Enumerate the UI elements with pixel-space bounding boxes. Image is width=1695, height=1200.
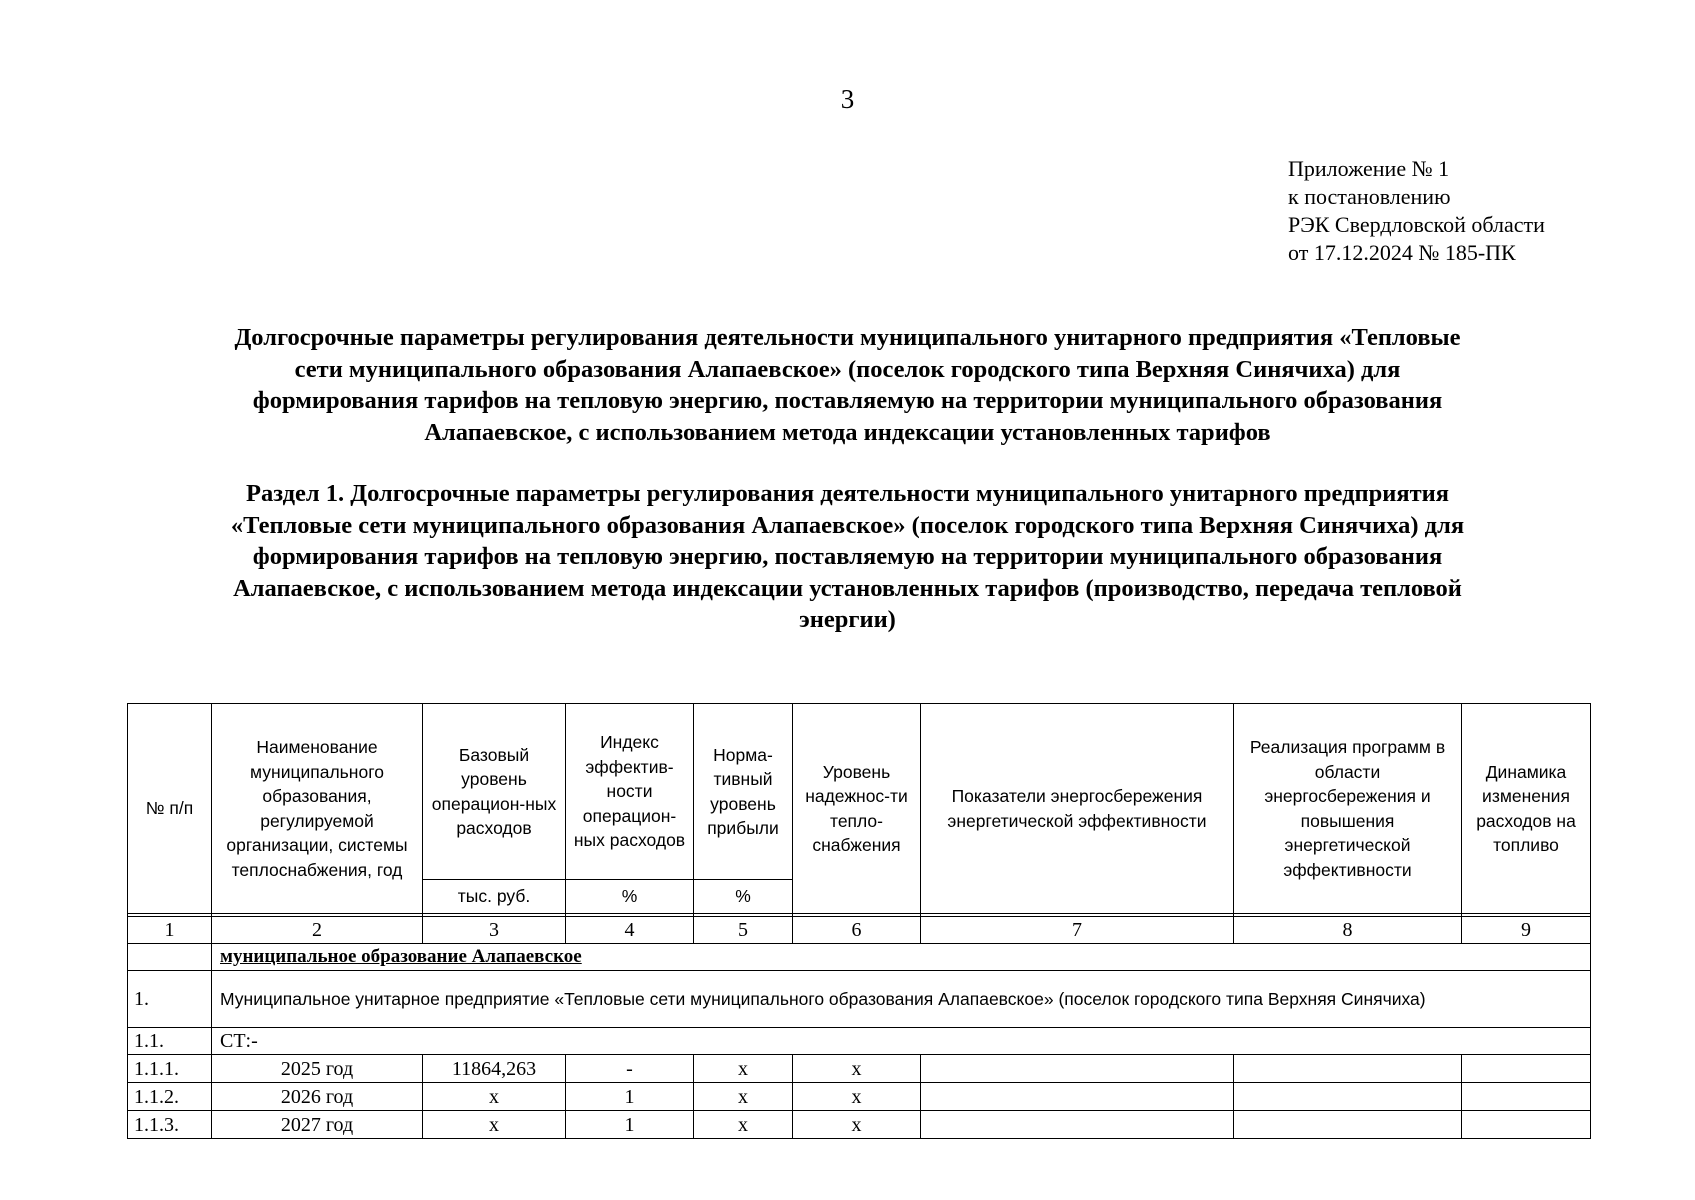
row-energy-indicators (921, 1055, 1234, 1083)
section-title-line: энергии) (799, 606, 896, 633)
header-cell-fuel-dynamics: Динамика изменения расходов на топливо (1462, 704, 1591, 914)
section-title-line: «Тепловые сети муниципального образования Алапаевское» (поселок городского типа Верхняя Синячиха) для (230, 511, 1465, 539)
row-reliability: x (793, 1111, 921, 1139)
row-profit-level: x (694, 1111, 793, 1139)
organization-name: Муниципальное унитарное предприятие «Тепловые сети муниципального образования Алапаевское» (поселок городского типа Верхняя Синячиха) (212, 971, 1591, 1028)
row-fuel-dynamics (1462, 1083, 1591, 1111)
row-number: 1.1.2. (128, 1083, 212, 1111)
header-cell-profit-level: Норма-тивный уровень прибыли (694, 704, 793, 880)
appendix-line: РЭК Свердловской области (1288, 212, 1545, 237)
row-profit-level: x (694, 1055, 793, 1083)
header-cell-base-level: Базовый уровень операцион-ных расходов (423, 704, 566, 880)
appendix-line: от 17.12.2024 № 185-ПК (1288, 240, 1516, 265)
appendix-line: к постановлению (1288, 184, 1451, 209)
unit-cell-percent: % (694, 880, 793, 914)
row-programs (1234, 1111, 1462, 1139)
document-title-line: Алапаевское, с использованием метода индексации установленных тарифов (424, 418, 1271, 446)
header-row (128, 704, 1591, 880)
header-cell-efficiency-index: Индекс эффектив-ности операцион-ных расходов (566, 704, 694, 880)
column-number: 1 (128, 917, 212, 944)
row-energy-indicators (921, 1111, 1234, 1139)
header-cell-programs: Реализация программ в области энергосбережения и повышения энергетической эффективности (1234, 704, 1462, 914)
municipality-name: муниципальное образование Алапаевское (212, 944, 1591, 971)
document-title-line: сети муниципального образования Алапаевское» (поселок городского типа Верхняя Синячиха) для (294, 355, 1401, 383)
page-number: 3 (840, 84, 855, 114)
row-fuel-dynamics (1462, 1111, 1591, 1139)
row-reliability: x (793, 1055, 921, 1083)
row-efficiency-index: 1 (566, 1111, 694, 1139)
column-number: 8 (1234, 917, 1462, 944)
appendix-block (1288, 155, 1545, 267)
row-number: 1.1.1. (128, 1055, 212, 1083)
header-cell-energy-indicators: Показатели энергосбережения энергетической эффективности (921, 704, 1234, 914)
row-number: 1.1.3. (128, 1111, 212, 1139)
unit-cell-percent: % (566, 880, 694, 914)
column-number: 2 (212, 917, 423, 944)
row-profit-level: x (694, 1083, 793, 1111)
row-number: 1.1. (128, 1028, 212, 1055)
parameters-table (127, 703, 1591, 1139)
section-title (0, 478, 1695, 636)
row-fuel-dynamics (1462, 1055, 1591, 1083)
document-title-line: формирования тарифов на тепловую энергию, поставляемую на территории муниципального образования (252, 387, 1443, 414)
section-title-line: формирования тарифов на тепловую энергию, поставляемую на территории муниципального образования (252, 543, 1443, 570)
header-cell-name: Наименование муниципального образования, регулируемой организации, системы теплоснабжения, год (212, 704, 423, 914)
table-row (128, 1055, 1591, 1083)
row-programs (1234, 1055, 1462, 1083)
row-base-level: x (423, 1111, 566, 1139)
header-cell-reliability: Уровень надежнос-ти тепло-снабжения (793, 704, 921, 914)
section-title-line: Алапаевское, с использованием метода индексации установленных тарифов (производство, передача тепловой (233, 574, 1462, 602)
row-reliability: x (793, 1083, 921, 1111)
system-name: СТ:- (212, 1028, 1591, 1055)
column-number: 5 (694, 917, 793, 944)
empty-cell (128, 944, 212, 971)
document-title (0, 322, 1695, 448)
row-efficiency-index: - (566, 1055, 694, 1083)
table-row (128, 1083, 1591, 1111)
column-number: 6 (793, 917, 921, 944)
row-year: 2025 год (212, 1055, 423, 1083)
header-cell-number: № п/п (128, 704, 212, 914)
unit-cell-thousand-rub: тыс. руб. (423, 880, 566, 914)
column-numbers-row (128, 917, 1591, 944)
column-number: 9 (1462, 917, 1591, 944)
row-number: 1. (128, 971, 212, 1028)
table-row (128, 1111, 1591, 1139)
system-row (128, 1028, 1591, 1055)
section-title-line: Раздел 1. Долгосрочные параметры регулирования деятельности муниципального унитарного предприятия (246, 480, 1449, 507)
row-year: 2027 год (212, 1111, 423, 1139)
municipality-row (128, 944, 1591, 971)
column-number: 7 (921, 917, 1234, 944)
row-year: 2026 год (212, 1083, 423, 1111)
row-base-level: 11864,263 (423, 1055, 566, 1083)
row-energy-indicators (921, 1083, 1234, 1111)
document-title-line: Долгосрочные параметры регулирования деятельности муниципального унитарного предприятия «Тепловые (234, 324, 1461, 351)
row-efficiency-index: 1 (566, 1083, 694, 1111)
organization-row (128, 971, 1591, 1028)
column-number: 3 (423, 917, 566, 944)
column-number: 4 (566, 917, 694, 944)
row-base-level: x (423, 1083, 566, 1111)
appendix-line: Приложение № 1 (1288, 156, 1450, 181)
row-programs (1234, 1083, 1462, 1111)
